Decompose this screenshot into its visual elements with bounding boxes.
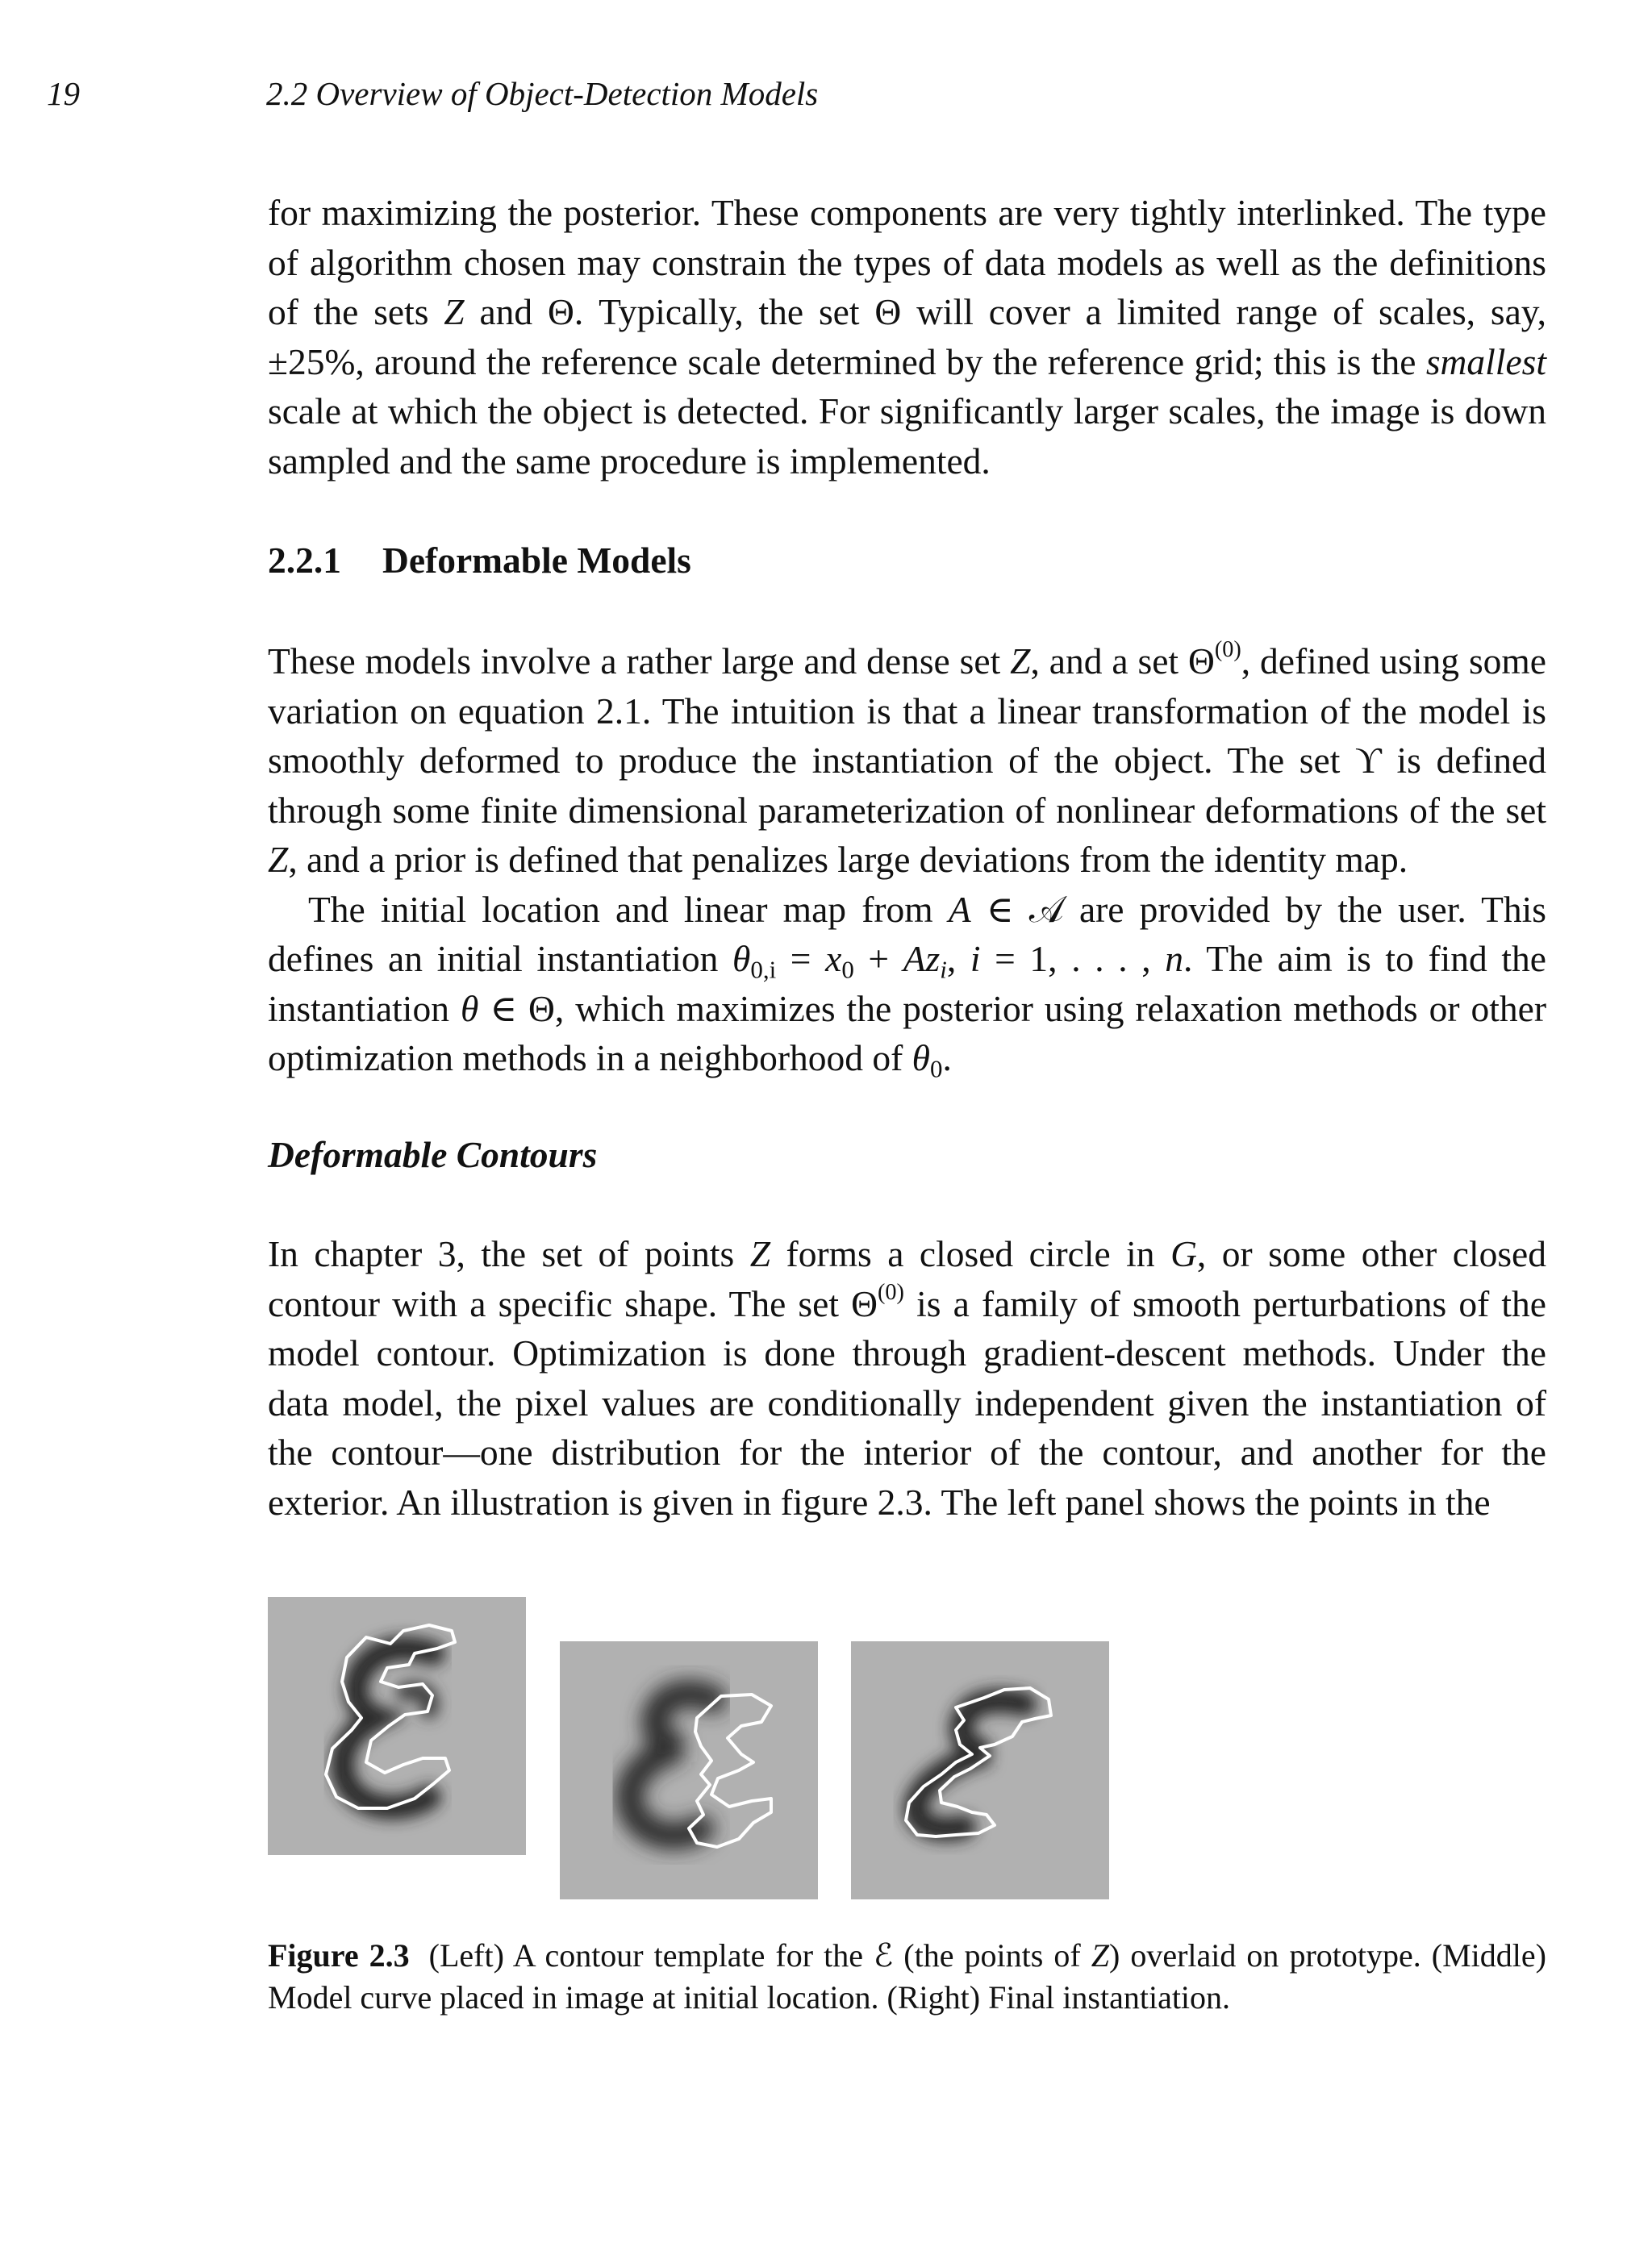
running-head bbox=[47, 74, 1587, 115]
figure-caption: Figure 2.3 (Left) A contour template for the ℰ (the points of Z) overlaid on prototype. (Middle) Model curve placed in image at initial location. (Right) Final instantiation. bbox=[268, 1937, 1546, 2016]
figure-label: Figure 2.3 bbox=[268, 1937, 410, 1974]
running-title: 2.2 Overview of Object-Detection Models bbox=[266, 75, 819, 112]
paragraph: The initial location and linear map from A ∈ 𝒜 are provided by the user. This defines an initial instantiation $\theta_{0,i} = x_0 + Az_i$, i = 1, . . . , n. The aim is to find the instantiation θ ∈ Θ, which maximizes the posterior using relaxation methods or other optimization methods in a neighborhood of $\theta_0$. bbox=[268, 888, 1546, 1083]
figure-panel-middle bbox=[560, 1641, 818, 1899]
paragraph: These models involve a rather large and dense set Z, and a set $\Theta^{(0)}$, defined using some variation on equation 2.1. The intuition is that a linear transformation of the model is smoothly deformed to produce the instantiation of the object. The set ϒ is defined through some finite dimensional parameterization of nonlinear deformations of the set Z, and a prior is defined that penalizes large deviations from the identity map. bbox=[268, 636, 1546, 880]
figure-panel-left bbox=[268, 1597, 526, 1855]
deformable-models-body bbox=[268, 636, 1546, 1083]
deformable-contours-paragraph: In chapter 3, the set of points Z forms a closed circle in G, or some other closed contour with a specific shape. The set $\Theta^{(0)}$ is a family of smooth perturbations of the model contour. Optimization is done through gradient-descent methods. Under the data model, the pixel values are conditionally independent given the instantiation of the contour—one distribution for the interior of the contour, and another for the exterior. An illustration is given in figure 2.3. The left panel shows the points in the bbox=[268, 1233, 1546, 1523]
intro-paragraph: for maximizing the posterior. These components are very tightly interlinked. The type of algorithm chosen may constrain the types of data models as well as the definitions of the sets Z and Θ. Typically, the set Θ will cover a limited range of scales, say, ±25%, around the reference scale determined by the reference grid; this is the smallest scale at which the object is detected. For significantly larger scales, the image is down sampled and the same procedure is implemented. bbox=[268, 192, 1546, 482]
section-heading bbox=[268, 539, 1546, 582]
page-number: 19 bbox=[47, 75, 80, 112]
subsection-heading: Deformable Contours bbox=[268, 1134, 598, 1175]
section-number: 2.2.1 bbox=[268, 540, 341, 581]
section-title: Deformable Models bbox=[382, 540, 691, 581]
figure-panel-right bbox=[851, 1641, 1109, 1899]
